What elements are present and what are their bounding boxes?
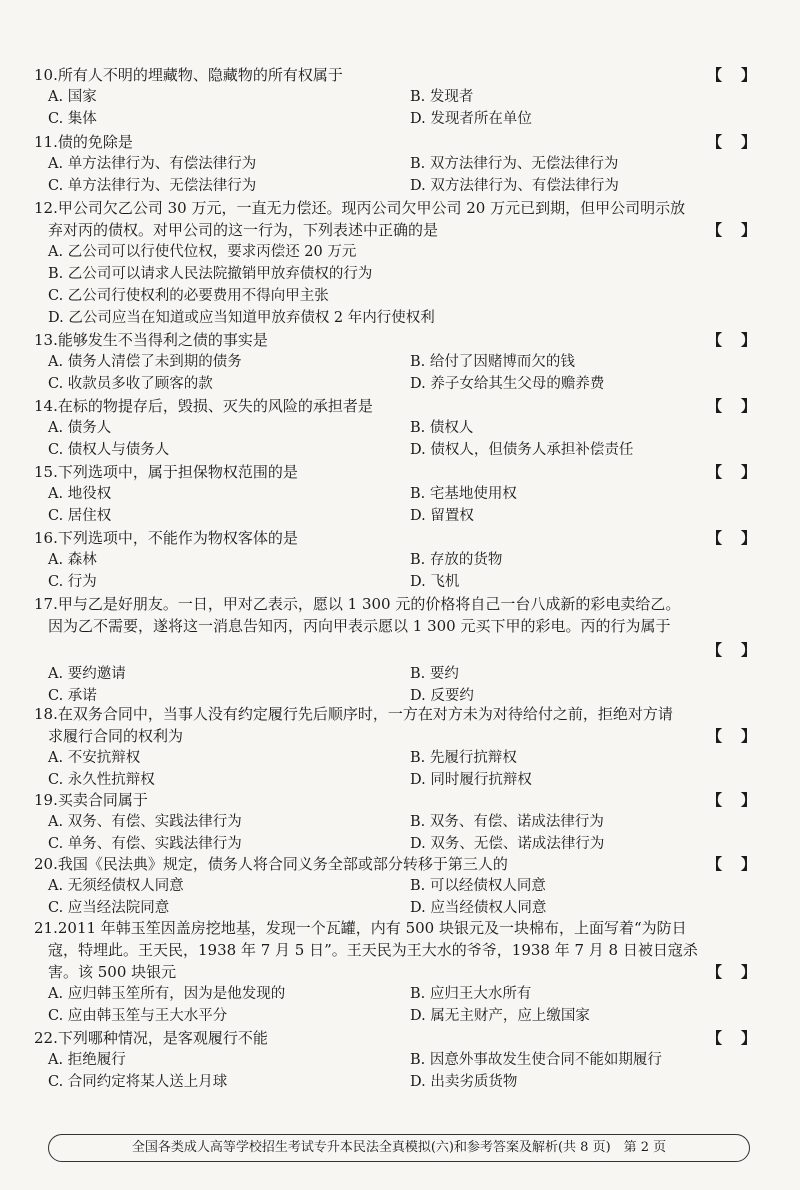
stem-line: 甲公司欠乙公司 30 万元，一直无力偿还。现丙公司欠甲公司 20 万元已到期，但甲公司明示放 (57, 199, 686, 217)
question-stem (34, 593, 680, 615)
option-c: C. 永久性抗辩权 (48, 772, 155, 788)
option-a: A. 乙公司可以行使代位权，要求丙偿还 20 万元 (48, 244, 357, 260)
option-d: D. 乙公司应当在知道或应当知道甲放弃债权 2 年内行使权利 (48, 310, 435, 326)
question-stem (34, 197, 685, 219)
option-d: D. 飞机 (410, 574, 460, 590)
answer-bracket: 【 】 (706, 641, 758, 659)
option-a: A. 不安抗辩权 (48, 750, 141, 766)
option-c: C. 债权人与债务人 (48, 442, 170, 458)
answer-bracket: 【 】 (706, 855, 758, 873)
option-d: D. 双方法律行为、有偿法律行为 (410, 178, 619, 194)
option-b: B. 债权人 (410, 420, 474, 436)
option-b: B. 发现者 (410, 89, 474, 105)
stem-line: 能够发生不当得利之债的事实是 (57, 331, 268, 349)
question-number: 14. (34, 397, 58, 415)
question-stem (34, 329, 268, 351)
stem-line: 因为乙不需要，遂将这一消息告知丙，丙向甲表示愿以 1 300 元买下甲的彩电。丙的行为属于 (48, 617, 671, 635)
option-b: B. 应归王大水所有 (410, 986, 532, 1002)
option-a: A. 地役权 (48, 486, 112, 502)
option-b: B. 双方法律行为、无偿法律行为 (410, 156, 619, 172)
question-number: 16. (34, 529, 58, 547)
option-c: C. 单方法律行为、无偿法律行为 (48, 178, 257, 194)
question-number: 15. (34, 463, 58, 481)
question-stem (34, 395, 373, 417)
option-c: C. 居住权 (48, 508, 112, 524)
option-d: D. 发现者所在单位 (410, 111, 532, 127)
option-d: D. 反要约 (410, 688, 474, 704)
answer-bracket: 【 】 (706, 963, 758, 981)
answer-bracket: 【 】 (706, 463, 758, 481)
question-number: 12. (34, 199, 58, 217)
question-stem (34, 64, 343, 86)
question-stem (34, 461, 298, 483)
question-stem (34, 131, 133, 153)
option-a: A. 债务人清偿了未到期的债务 (48, 354, 242, 370)
question-number: 21. (34, 919, 58, 937)
answer-bracket: 【 】 (706, 397, 758, 415)
stem-line: 下列选项中，不能作为物权客体的是 (57, 529, 298, 547)
option-c: C. 单务、有偿、实践法律行为 (48, 836, 242, 852)
answer-bracket: 【 】 (706, 791, 758, 809)
option-d: D. 债权人，但债务人承担补偿责任 (410, 442, 634, 458)
option-d: D. 应当经债权人同意 (410, 900, 547, 916)
question-number: 20. (34, 855, 58, 873)
option-d: D. 出卖劣质货物 (410, 1074, 518, 1090)
stem-line: 债的免除是 (57, 133, 133, 151)
question-stem (34, 527, 298, 549)
option-d: D. 养子女给其生父母的赡养费 (410, 376, 605, 392)
stem-line: 害。该 500 块银元 (48, 963, 177, 981)
answer-bracket: 【 】 (706, 221, 758, 239)
option-d: D. 双务、无偿、诺成法律行为 (410, 836, 605, 852)
question-stem (34, 703, 673, 725)
stem-line: 所有人不明的埋藏物、隐藏物的所有权属于 (57, 66, 343, 84)
option-b: B. 给付了因赌博而欠的钱 (410, 354, 575, 370)
option-a: A. 国家 (48, 89, 97, 105)
option-d: D. 属无主财产，应上缴国家 (410, 1008, 590, 1024)
option-b: B. 乙公司可以请求人民法院撤销甲放弃债权的行为 (48, 266, 373, 282)
option-a: A. 森林 (48, 552, 97, 568)
question-number: 17. (34, 595, 58, 613)
option-c: C. 承诺 (48, 688, 97, 704)
option-a: A. 拒绝履行 (48, 1052, 126, 1068)
question-stem (34, 853, 508, 875)
option-c: C. 收款员多收了顾客的款 (48, 376, 213, 392)
option-b: B. 因意外事故发生使合同不能如期履行 (410, 1052, 662, 1068)
question-number: 13. (34, 331, 58, 349)
stem-line: 寇，特埋此。王天民，1938 年 7 月 5 日”。王天民为王大水的爷爷，1938 年 7 月 8 日被日寇杀 (48, 941, 698, 959)
option-a: A. 双务、有偿、实践法律行为 (48, 814, 242, 830)
option-c: C. 乙公司行使权利的必要费用不得向甲主张 (48, 288, 329, 304)
question-stem (34, 1027, 268, 1049)
answer-bracket: 【 】 (706, 133, 758, 151)
stem-line: 2011 年韩玉笙因盖房挖地基，发现一个瓦罐，内有 500 块银元及一块棉布，上面写着“为防日 (57, 919, 687, 937)
option-a: A. 债务人 (48, 420, 112, 436)
answer-bracket: 【 】 (706, 66, 758, 84)
question-number: 11. (34, 133, 58, 151)
option-b: B. 双务、有偿、诺成法律行为 (410, 814, 604, 830)
option-a: A. 应归韩玉笙所有，因为是他发现的 (48, 986, 286, 1002)
stem-line: 求履行合同的权利为 (48, 727, 184, 745)
option-d: D. 留置权 (410, 508, 474, 524)
stem-line: 我国《民法典》规定，债务人将合同义务全部或部分转移于第三人的 (57, 855, 508, 873)
answer-bracket: 【 】 (706, 529, 758, 547)
option-c: C. 行为 (48, 574, 97, 590)
option-c: C. 集体 (48, 111, 97, 127)
question-stem (34, 789, 148, 811)
stem-line: 下列选项中，属于担保物权范围的是 (57, 463, 298, 481)
option-a: A. 单方法律行为、有偿法律行为 (48, 156, 257, 172)
stem-line: 弃对丙的债权。对甲公司的这一行为，下列表述中正确的是 (48, 221, 439, 239)
answer-bracket: 【 】 (706, 331, 758, 349)
question-number: 18. (34, 705, 58, 723)
question-stem (34, 917, 687, 939)
stem-line: 在标的物提存后，毁损、灭失的风险的承担者是 (57, 397, 373, 415)
option-a: A. 要约邀请 (48, 666, 126, 682)
option-b: B. 要约 (410, 666, 459, 682)
question-number: 22. (34, 1029, 58, 1047)
answer-bracket: 【 】 (706, 727, 758, 745)
question-number: 10. (34, 66, 58, 84)
option-c: C. 应当经法院同意 (48, 900, 170, 916)
option-b: B. 宅基地使用权 (410, 486, 517, 502)
option-d: D. 同时履行抗辩权 (410, 772, 532, 788)
option-a: A. 无须经债权人同意 (48, 878, 184, 894)
answer-bracket: 【 】 (706, 1029, 758, 1047)
page-footer: 全国各类成人高等学校招生考试专升本民法全真模拟(六)和参考答案及解析(共 8 页) 第 2 页 (48, 1134, 750, 1162)
option-b: B. 存放的货物 (410, 552, 503, 568)
question-number: 19. (34, 791, 58, 809)
stem-line: 甲与乙是好朋友。一日，甲对乙表示，愿以 1 300 元的价格将自己一台八成新的彩电卖给乙。 (57, 595, 681, 613)
option-c: C. 应由韩玉笙与王大水平分 (48, 1008, 228, 1024)
option-b: B. 可以经债权人同意 (410, 878, 546, 894)
option-c: C. 合同约定将某人送上月球 (48, 1074, 228, 1090)
option-b: B. 先履行抗辩权 (410, 750, 517, 766)
stem-line: 买卖合同属于 (57, 791, 148, 809)
stem-line: 下列哪种情况，是客观履行不能 (57, 1029, 268, 1047)
stem-line: 在双务合同中，当事人没有约定履行先后顺序时，一方在对方未为对待给付之前，拒绝对方请 (57, 705, 673, 723)
